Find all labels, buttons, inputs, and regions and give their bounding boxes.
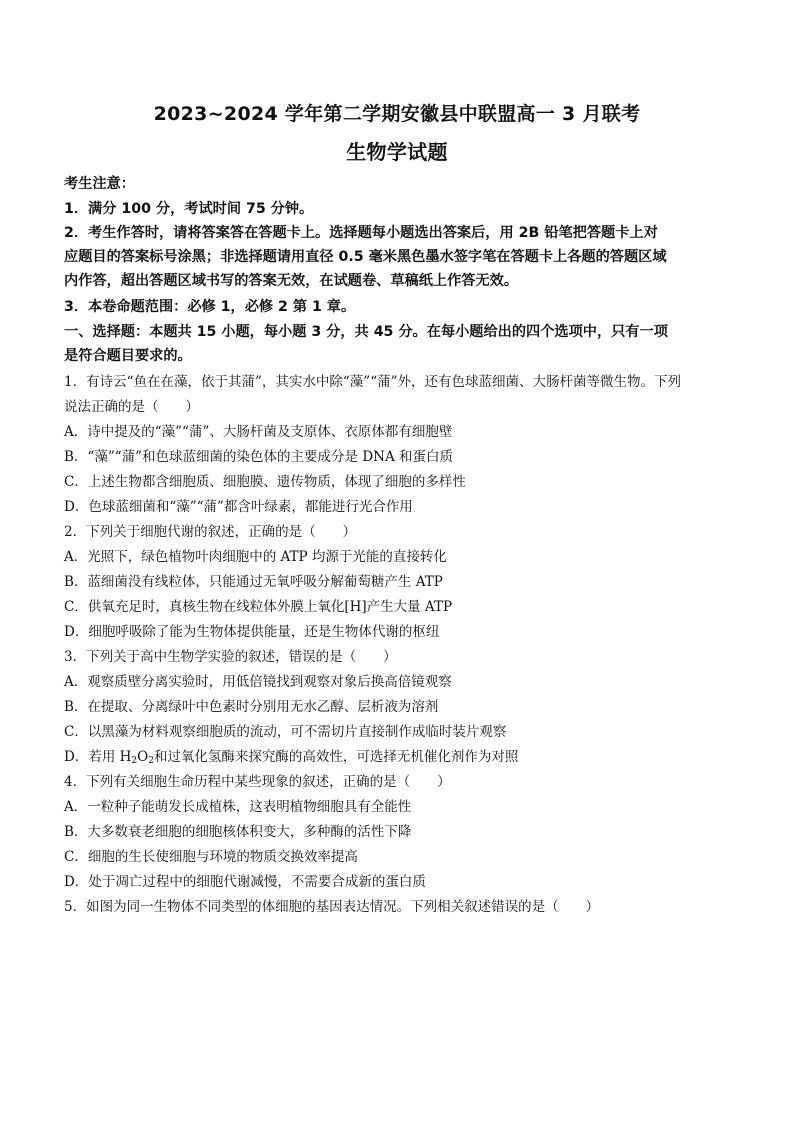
q3-option-b: B．在提取、分离绿叶中色素时分别用无水乙醇、层析液为溶剂 bbox=[64, 699, 439, 715]
section-heading-line-1: 一、选择题：本题共 15 小题，每小题 3 分，共 45 分。在每小题给出的四个选项中，只有一项 bbox=[64, 324, 668, 340]
q1-stem-line-1: 1．有诗云“鱼在在藻，依于其蒲”，其实水中除“藻”“蒲”外，还有色球蓝细菌、大肠杆菌等微生物。下列 bbox=[64, 374, 681, 390]
exam-subtitle: 生物学试题 bbox=[346, 140, 448, 164]
q1-option-c: C．上述生物都含细胞质、细胞膜、遗传物质，体现了细胞的多样性 bbox=[64, 474, 466, 490]
q3-option-c: C．以黑藻为材料观察细胞质的流动，可不需切片直接制作成临时装片观察 bbox=[64, 724, 507, 740]
q1-option-b: B．“藻”“蒲”和色球蓝细菌的染色体的主要成分是 DNA 和蛋白质 bbox=[64, 449, 453, 465]
q4-option-b: B．大多数衰老细胞的细胞核体积变大，多种酶的活性下降 bbox=[64, 824, 412, 840]
q3-option-a: A．观察质壁分离实验时，用低倍镜找到观察对象后换高倍镜观察 bbox=[64, 674, 452, 690]
notice-item-1: 1．满分 100 分，考试时间 75 分钟。 bbox=[64, 201, 314, 217]
q4-stem: 4．下列有关细胞生命历程中某些现象的叙述，正确的是（ ） bbox=[64, 774, 451, 790]
q1-option-a: A．诗中提及的“藻”“蒲”、大肠杆菌及支原体、衣原体都有细胞壁 bbox=[64, 424, 453, 440]
q2-option-d: D．细胞呼吸除了能为生物体提供能量，还是生物体代谢的枢纽 bbox=[64, 624, 440, 640]
notice-item-3: 3．本卷命题范围：必修 1，必修 2 第 1 章。 bbox=[64, 299, 356, 315]
q2-option-b: B．蓝细菌没有线粒体，只能通过无氧呼吸分解葡萄糖产生 ATP bbox=[64, 574, 443, 590]
q3-option-d-sub-1: 2 bbox=[131, 756, 138, 766]
q4-option-a: A．一粒种子能萌发长成植株，这表明植物细胞具有全能性 bbox=[64, 799, 412, 815]
notice-heading: 考生注意： bbox=[64, 176, 135, 192]
q3-option-d-post: 和过氧化氢酶来探究酶的高效性，可选择无机催化剂作为对照 bbox=[153, 749, 519, 765]
section-heading-line-2: 是符合题目要求的。 bbox=[64, 348, 192, 364]
q2-option-a: A．光照下，绿色植物叶肉细胞中的 ATP 均源于光能的直接转化 bbox=[64, 549, 447, 565]
q3-option-d-mid: O bbox=[137, 749, 149, 765]
q1-option-d: D．色球蓝细菌和“藻”“蒲”都含叶绿素，都能进行光合作用 bbox=[64, 499, 413, 515]
notice-item-2-line-1: 2．考生作答时，请将答案答在答题卡上。选择题每小题选出答案后，用 2B 铅笔把答题卡上对 bbox=[64, 225, 658, 241]
notice-item-2-line-2: 应题目的答案标号涂黑；非选择题请用直径 0.5 毫米黑色墨水签字笔在答题卡上各题的答题区域 bbox=[64, 249, 667, 265]
q2-stem: 2．下列关于细胞代谢的叙述，正确的是（ ） bbox=[64, 524, 357, 540]
q1-stem-line-2: 说法正确的是（ ） bbox=[64, 399, 199, 415]
q3-option-d-pre: D．若用 H bbox=[64, 749, 132, 765]
q4-option-c: C．细胞的生长使细胞与环境的物质交换效率提高 bbox=[64, 849, 358, 865]
q5-stem: 5．如图为同一生物体不同类型的体细胞的基因表达情况。下列相关叙述错误的是（ ） bbox=[64, 899, 600, 915]
notice-item-2-line-3: 内作答，超出答题区域书写的答案无效，在试题卷、草稿纸上作答无效。 bbox=[64, 273, 519, 289]
q3-stem: 3．下列关于高中生物学实验的叙述，错误的是（ ） bbox=[64, 649, 397, 665]
q2-option-c: C．供氧充足时，真核生物在线粒体外膜上氧化[H]产生大量 ATP bbox=[64, 599, 453, 615]
q3-option-d-sub-2: 2 bbox=[148, 756, 154, 766]
exam-title: 2023~2024 学年第二学期安徽县中联盟高一 3 月联考 bbox=[153, 103, 641, 125]
q3-option-d bbox=[64, 748, 518, 766]
q4-option-d: D．处于凋亡过程中的细胞代谢减慢，不需要合成新的蛋白质 bbox=[64, 874, 426, 890]
